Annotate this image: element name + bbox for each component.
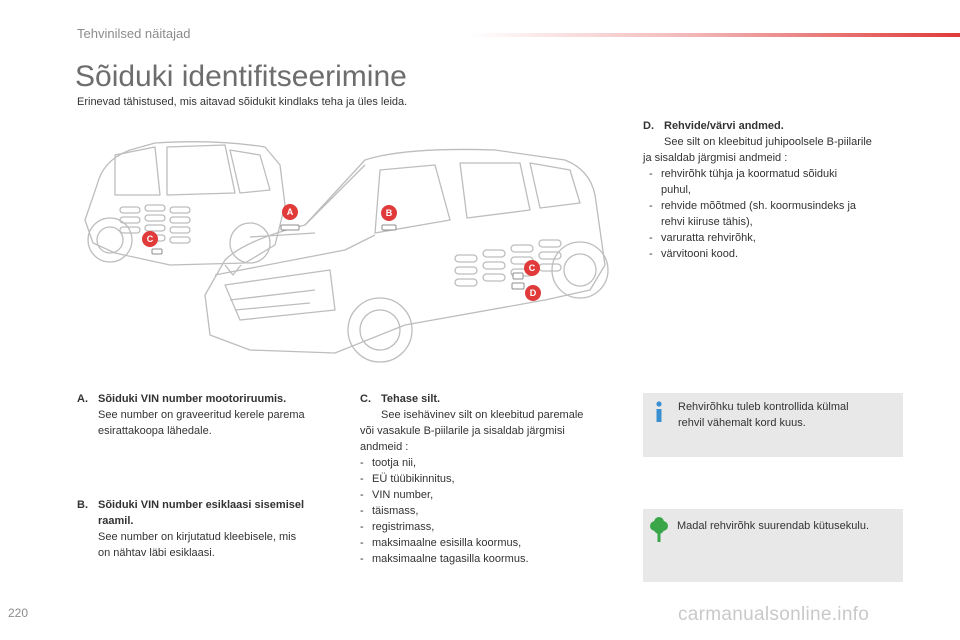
svg-text:D: D [529, 288, 537, 298]
item-b-letter: B. [77, 499, 88, 511]
info-note-line: Rehvirõhku tuleb kontrollida külmal [678, 401, 849, 413]
item-c-line-2: või vasakule B-piilarile ja sisaldab järgmisi [360, 425, 565, 437]
item-a-title: Sõiduki VIN number mootoriruumis. [98, 393, 287, 405]
item-d-line-1: See silt on kleebitud juhipoolsele B-piilarile [664, 136, 872, 148]
item-a-line-2: esirattakoopa lähedale. [98, 425, 212, 437]
item-b [77, 497, 347, 561]
item-d-letter: D. [643, 120, 654, 132]
sticker-b [382, 225, 396, 230]
item-a-line-1: See number on graveeritud kerele parema [98, 409, 305, 421]
item-d-list-item: - rehvirõhk tühja ja koormatud sõiduki puhul, [643, 166, 908, 198]
item-d-list-item: - varuratta rehvirõhk, [643, 230, 908, 246]
header-accent-line [470, 33, 960, 37]
svg-text:C: C [528, 263, 536, 273]
info-icon [653, 401, 665, 423]
item-c-list-item: - tootja nii, [360, 455, 625, 471]
marker-c-front [524, 260, 540, 276]
eco-note [643, 509, 903, 582]
car-illustration [75, 125, 615, 375]
item-d [643, 118, 908, 262]
item-c-letter: C. [360, 393, 371, 405]
intro-text: Erinevad tähistused, mis aitavad sõidukit kindlaks teha ja üles leida. [77, 96, 408, 108]
svg-text:B: B [385, 208, 393, 218]
item-c [360, 391, 625, 567]
item-d-list-item: - rehvide mõõtmed (sh. koormusindeks ja rehvi kiiruse tähis), [643, 198, 908, 230]
item-b-title-2: raamil. [98, 515, 134, 527]
item-c-list-item: - täismass, [360, 503, 625, 519]
item-d-list [643, 166, 908, 262]
info-note-line: rehvil vähemalt kord kuus. [678, 417, 806, 429]
item-c-list-item: - registrimass, [360, 519, 625, 535]
item-c-line-1: See isehävinev silt on kleebitud paremale [381, 409, 584, 421]
item-c-list-item: - EÜ tüübikinnitus, [360, 471, 625, 487]
item-a-letter: A. [77, 393, 88, 405]
watermark: carmanualsonline.info [678, 604, 870, 625]
item-b-title-1: Sõiduki VIN number esiklaasi sisemisel [98, 499, 305, 511]
item-c-list-item: - maksimaalne tagasilla koormus. [360, 551, 625, 567]
item-c-list-item: - maksimaalne esisilla koormus, [360, 535, 625, 551]
item-c-list-item: - VIN number, [360, 487, 625, 503]
section-title: Tehvinilsed näitajad [77, 26, 191, 41]
page-number: 220 [8, 606, 29, 620]
item-c-title: Tehase silt. [381, 393, 441, 405]
item-d-line-2: ja sisaldab järgmisi andmeid : [643, 152, 788, 164]
item-c-list [360, 455, 625, 567]
marker-a [282, 204, 298, 220]
sticker-c-front [513, 273, 523, 279]
sticker-c-rear [152, 249, 162, 254]
item-b-line-1: See number on kirjutatud kleebisele, mis [98, 531, 297, 543]
item-c-line-3: andmeid : [360, 441, 409, 453]
eco-tree-icon [649, 517, 669, 543]
item-d-list-item: - värvitooni kood. [643, 246, 908, 262]
info-note [643, 393, 903, 457]
item-b-line-2: on nähtav läbi esiklaasi. [98, 547, 215, 559]
marker-b [381, 205, 397, 221]
svg-text:A: A [286, 207, 294, 217]
sticker-a [281, 225, 299, 230]
eco-note-text: Madal rehvirõhk suurendab kütusekulu. [677, 520, 870, 532]
item-a [77, 391, 347, 439]
marker-d [525, 285, 541, 301]
svg-text:C: C [146, 234, 154, 244]
item-d-title: Rehvide/värvi andmed. [664, 120, 784, 132]
sticker-d [512, 283, 524, 289]
rear-car-outline [85, 142, 285, 265]
page-title: Sõiduki identifitseerimine [75, 60, 407, 93]
marker-c-rear [142, 231, 158, 247]
info-note-text [678, 399, 898, 431]
